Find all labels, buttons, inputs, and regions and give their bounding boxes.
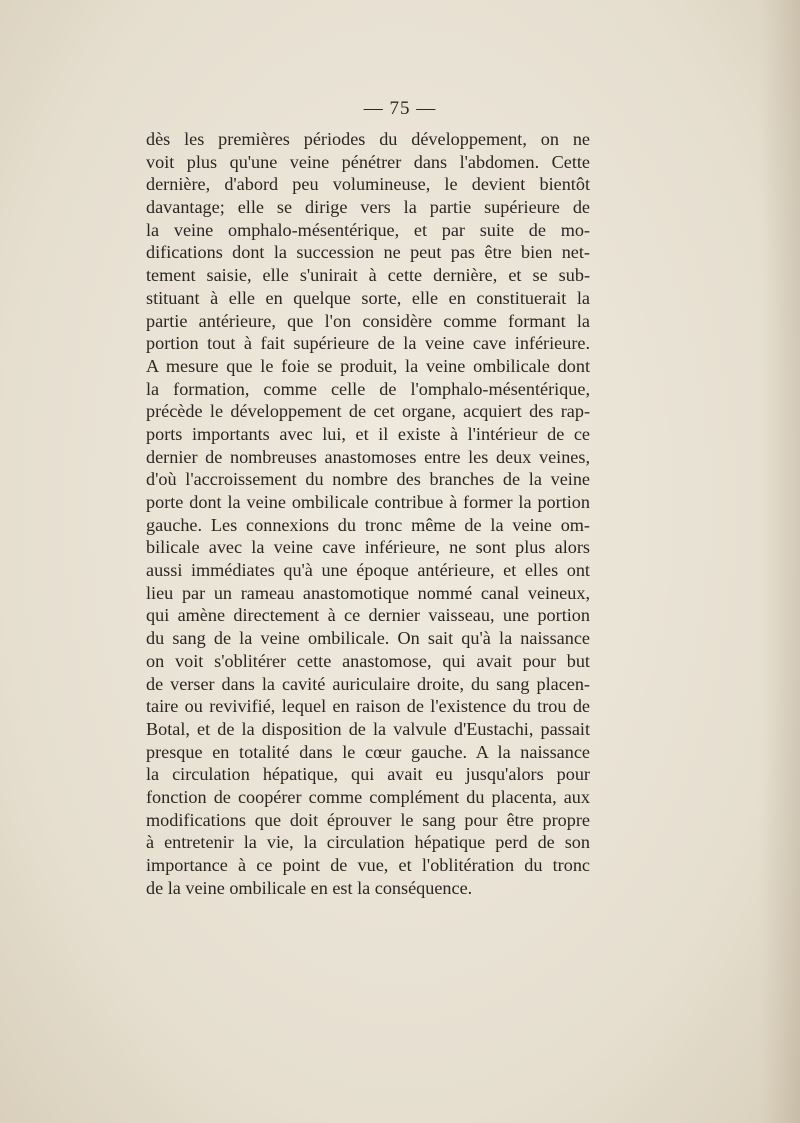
text-line: importance à ce point de vue, et l'oblitération du tronc (146, 855, 590, 875)
text-line: dernier de nombreuses anastomoses entre les deux veines, (146, 446, 590, 467)
text-line: bilicale avec la veine cave inférieure, ne sont plus alors (146, 537, 590, 558)
text-line: la circulation hépatique, qui avait eu jusqu'alors pour (146, 764, 590, 785)
text-line: précède le développement de cet organe, acquiert des rap- (146, 401, 590, 422)
text-line: fonction de coopérer comme complément du placenta, aux (146, 786, 590, 807)
text-line: la veine omphalo-mésentérique, et par suite de mo- (146, 219, 590, 240)
text-line: difications dont la succession ne peut pas être bien net- (146, 242, 590, 263)
text-line: partie antérieure, que l'on considère comme formant la (146, 310, 590, 331)
text-line: de la veine ombilicale en est la conséquence. (146, 877, 473, 898)
text-line: stituant à elle en quelque sorte, elle en constituerait la (146, 287, 590, 308)
page-number: — 75 — (363, 98, 437, 119)
text-line: à entretenir la vie, la circulation hépatique perd de son (146, 832, 590, 853)
page-edge-shadow (760, 0, 800, 1123)
text-line: voit plus qu'une veine pénétrer dans l'abdomen. Cette (146, 151, 590, 172)
text-line: Botal, et de la disposition de la valvule d'Eustachi, passait (146, 718, 590, 739)
text-line: qui amène directement à ce dernier vaisseau, une portion (146, 605, 590, 626)
text-line: la formation, comme celle de l'omphalo-mésentérique, (146, 378, 590, 399)
text-line: aussi immédiates qu'à une époque antérieure, et elles ont (146, 560, 590, 581)
text-line: A mesure que le foie se produit, la veine ombilicale dont (146, 355, 590, 376)
text-line: portion tout à fait supérieure de la veine cave inférieure. (146, 333, 590, 354)
text-line: de verser dans la cavité auriculaire droite, du sang placen- (146, 673, 590, 694)
body-text (146, 128, 590, 899)
text-line: modifications que doit éprouver le sang pour être propre (146, 809, 590, 830)
text-line: lieu par un rameau anastomotique nommé canal veineux, (146, 582, 590, 603)
text-line: ports importants avec lui, et il existe à l'intérieur de ce (146, 423, 590, 444)
text-line: dernière, d'abord peu volumineuse, le devient bientôt (146, 174, 590, 195)
text-line: tement saisie, elle s'unirait à cette dernière, et se sub- (146, 265, 590, 286)
text-line: gauche. Les connexions du tronc même de la veine om- (146, 514, 590, 535)
text-line: d'où l'accroissement du nombre des branches de la veine (146, 469, 590, 490)
text-line: du sang de la veine ombilicale. On sait qu'à la naissance (146, 628, 590, 649)
text-line: dès les premières périodes du développement, on ne (146, 129, 590, 149)
text-line: presque en totalité dans le cœur gauche. A la naissance (146, 741, 590, 762)
text-line: davantage; elle se dirige vers la partie supérieure de (146, 197, 590, 218)
text-line: taire ou revivifié, lequel en raison de l'existence du trou de (146, 696, 590, 717)
text-line: porte dont la veine ombilicale contribue à former la portion (146, 492, 590, 512)
text-line: on voit s'oblitérer cette anastomose, qui avait pour but (146, 650, 590, 671)
